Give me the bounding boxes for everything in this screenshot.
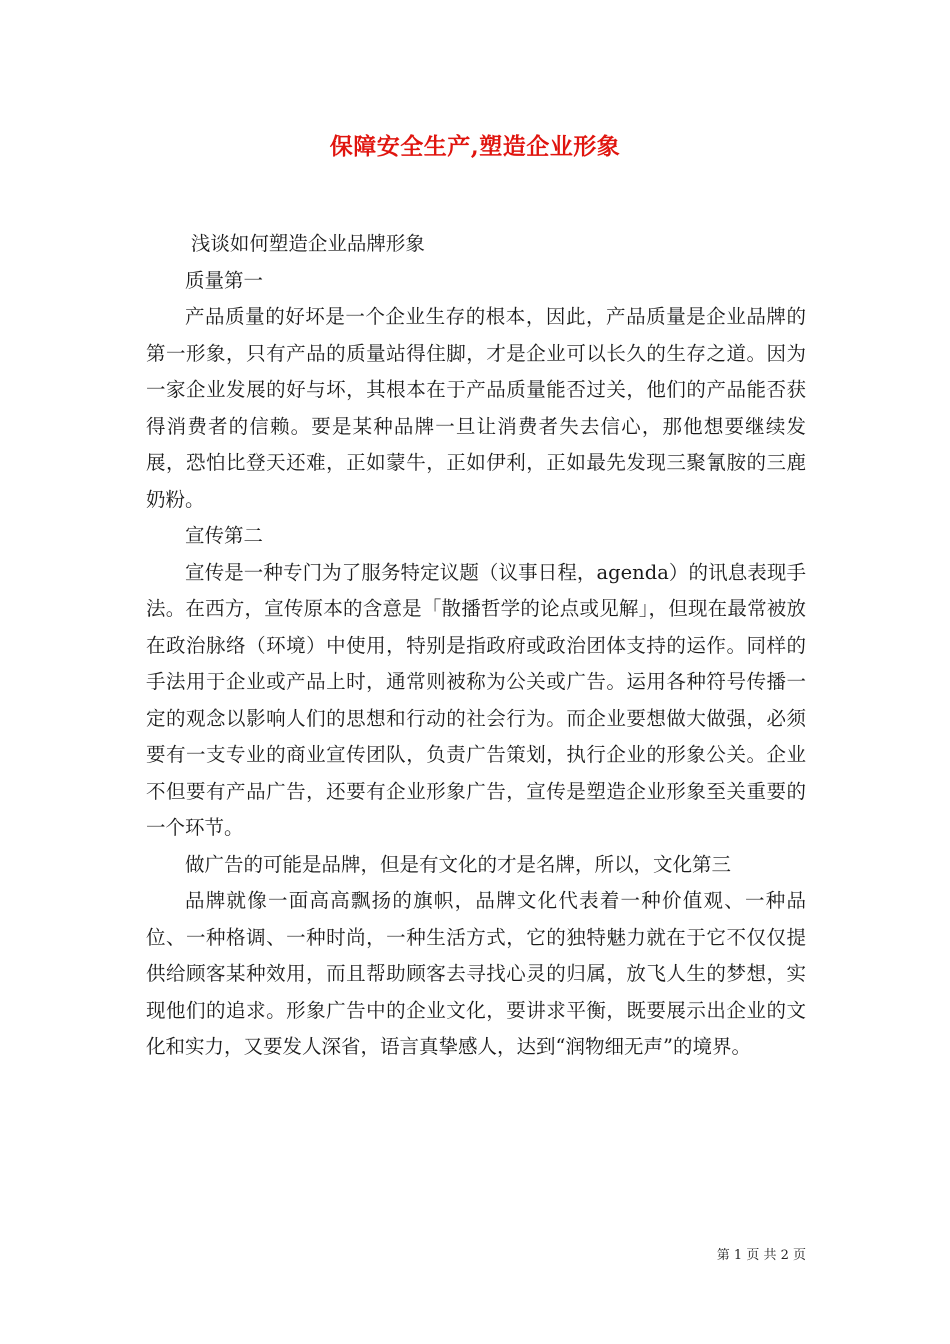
section-heading-publicity: 宣传第二 (185, 524, 264, 547)
paragraph-quality: 产品质量的好坏是一个企业生存的根本，因此，产品质量是企业品牌的第一形象，只有产品的质量站得住脚，才是企业可以长久的生存之道。因为一家企业发展的好与坏，其根本在于产品质量能否过关，他们的产品能否获得消费者的信赖。要是某种品牌一旦让消费者失去信心，那他想要继续发展，恐怕比登天还难，正如蒙牛，正如伊利，正如最先发现三聚氰胺的三鹿奶粉。 (146, 305, 806, 511)
section-heading-culture: 做广告的可能是品牌，但是有文化的才是名牌，所以，文化第三 (185, 852, 732, 876)
document-body (146, 226, 806, 1066)
page-number: 第 1 页 共 2 页 (716, 1248, 806, 1263)
section-heading-quality: 质量第一 (185, 268, 264, 292)
page-title: 保障安全生产,塑造企业形象 (329, 133, 621, 160)
paragraph-publicity: 宣传是一种专门为了服务特定议题（议事日程，agenda）的讯息表现手法。在西方，宣传原本的含意是「散播哲学的论点或见解」，但现在最常被放在政治脉络（环境）中使用，特别是指政府或政治团体支持的运作。同样的手法用于企业或产品上时，通常则被称为公关或广告。运用各种符号传播一定的观念以影响人们的思想和行动的社会行为。而企业要想做大做强，必须要有一支专业的商业宣传团队，负责广告策划，执行企业的形象公关。企业不但要有产品广告，还要有企业形象广告，宣传是塑造企业形象至关重要的一个环节。 (146, 560, 806, 839)
paragraph-culture: 品牌就像一面高高飘扬的旗帜，品牌文化代表着一种价值观、一种品位、一种格调、一种时尚，一种生活方式，它的独特魅力就在于它不仅仅提供给顾客某种效用，而且帮助顾客去寻找心灵的归属，放飞人生的梦想，实现他们的追求。形象广告中的企业文化，要讲求平衡，既要展示出企业的文化和实力，又要发人深省，语言真挚感人，达到“润物细无声”的境界。 (146, 889, 806, 1058)
document-subtitle: 浅谈如何塑造企业品牌形象 (190, 232, 425, 255)
